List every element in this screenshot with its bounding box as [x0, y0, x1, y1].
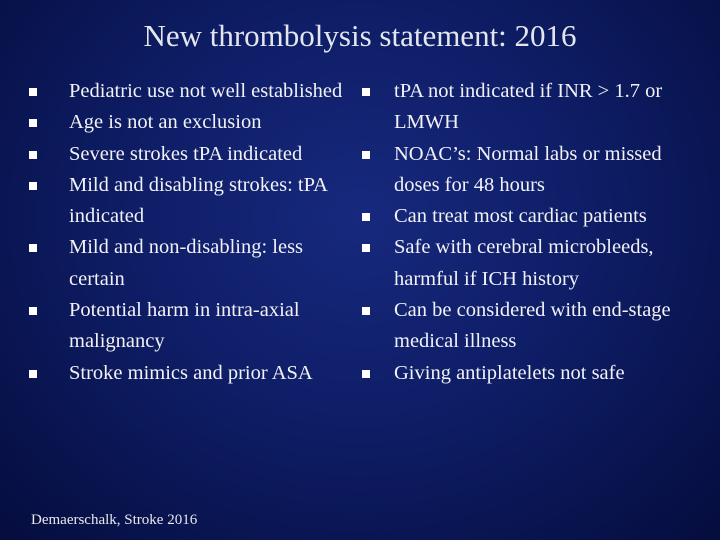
bullet-text: Can be considered with end-stage medical illness — [394, 299, 671, 353]
square-bullet-icon — [362, 88, 370, 96]
list-item — [28, 76, 358, 107]
bullet-text: Pediatric use not well established — [69, 80, 343, 102]
bullet-text: Stroke mimics and prior ASA — [69, 361, 313, 384]
citation: Demaerschalk, Stroke 2016 — [31, 512, 198, 528]
slide-title: New thrombolysis statement: 2016 — [143, 18, 577, 53]
bullet-text: Giving antiplatelets not safe — [394, 361, 625, 384]
square-bullet-icon — [29, 88, 37, 96]
square-bullet-icon — [362, 244, 370, 252]
square-bullet-icon — [29, 370, 37, 378]
bullet-text: tPA not indicated if INR > 1.7 or LMWH — [394, 80, 663, 134]
square-bullet-icon — [362, 370, 370, 378]
square-bullet-icon — [362, 307, 370, 315]
list-item — [360, 232, 680, 295]
right-bullet-list — [360, 76, 680, 389]
left-bullet-list — [28, 76, 358, 389]
list-item — [28, 358, 358, 389]
bullet-text: Potential harm in intra-axial malignancy — [69, 299, 300, 353]
list-item — [28, 170, 358, 233]
list-item — [28, 139, 358, 170]
bullet-text: Can treat most cardiac patients — [394, 205, 647, 228]
square-bullet-icon — [29, 307, 37, 315]
list-item — [360, 295, 680, 358]
square-bullet-icon — [29, 119, 37, 127]
list-item — [28, 232, 358, 295]
square-bullet-icon — [29, 244, 37, 252]
square-bullet-icon — [29, 151, 37, 159]
square-bullet-icon — [29, 182, 37, 190]
bullet-text: Safe with cerebral microbleeds, harmful if ICH history — [394, 236, 654, 290]
list-item — [360, 76, 680, 139]
square-bullet-icon — [362, 151, 370, 159]
list-item — [360, 139, 680, 202]
list-item — [28, 295, 358, 358]
bullet-text: Mild and disabling strokes: tPA indicated — [69, 173, 327, 228]
bullet-text: NOAC’s: Normal labs or missed doses for 48 hours — [394, 142, 662, 196]
list-item — [28, 107, 358, 138]
bullet-text: Age is not an exclusion — [69, 111, 262, 134]
list-item — [360, 358, 680, 389]
square-bullet-icon — [362, 213, 370, 221]
bullet-text: Mild and non-disabling: less certain — [69, 236, 304, 290]
bullet-text: Severe strokes tPA indicated — [69, 142, 303, 165]
list-item — [360, 201, 680, 232]
